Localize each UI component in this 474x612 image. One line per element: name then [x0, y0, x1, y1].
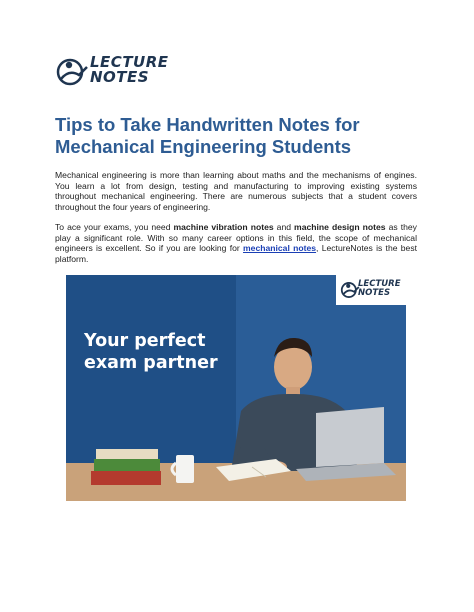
banner-logo-icon [340, 280, 360, 300]
tagline-line1: Your perfect [84, 331, 206, 351]
p2-text-1: To ace your exams, you need [55, 222, 174, 232]
machine-vibration-notes-text: machine vibration notes [173, 222, 274, 232]
student-writing-icon [55, 55, 89, 89]
banner-logo-line2: NOTES [358, 288, 391, 298]
exam-paragraph [55, 222, 417, 264]
banner-illustration [66, 275, 406, 501]
laptop-screen [316, 407, 384, 467]
logo-wordmark [90, 55, 169, 85]
promo-banner [66, 275, 406, 501]
banner-logo [336, 275, 406, 305]
page-title: Tips to Take Handwritten Notes for Mechanical Engineering Students [55, 114, 360, 157]
intro-paragraph: Mechanical engineering is more than learning about maths and the mechanisms of engines. You learn a lot from design, testing and manufacturing to improving existing systems throughout mechanical engineering. There are numerous subjects that a student covers throughout the four years of engineering. [55, 170, 417, 212]
book-cream [96, 449, 158, 459]
p2-text-2: and [273, 222, 295, 232]
book-green [94, 459, 160, 471]
mechanical-notes-link[interactable]: mechanical notes [243, 243, 317, 254]
machine-design-notes-text: machine design notes [294, 222, 386, 232]
logo-line1: LECTURE [90, 53, 169, 71]
book-red [91, 471, 161, 485]
coffee-mug [176, 455, 194, 483]
p2-text-4: , LectureNotes is the best platform. [55, 243, 418, 264]
lecturenotes-logo [55, 53, 169, 95]
logo-line2: NOTES [90, 68, 150, 86]
banner-tagline [84, 330, 218, 374]
tagline-line2: exam partner [84, 353, 218, 373]
banner-logo-line1: LECTURE [358, 279, 401, 289]
p2-text-3: as they play a significant role. With so many career options in this field, the scope of mechanical engineers is excellent. So if you are looking for [55, 222, 417, 254]
